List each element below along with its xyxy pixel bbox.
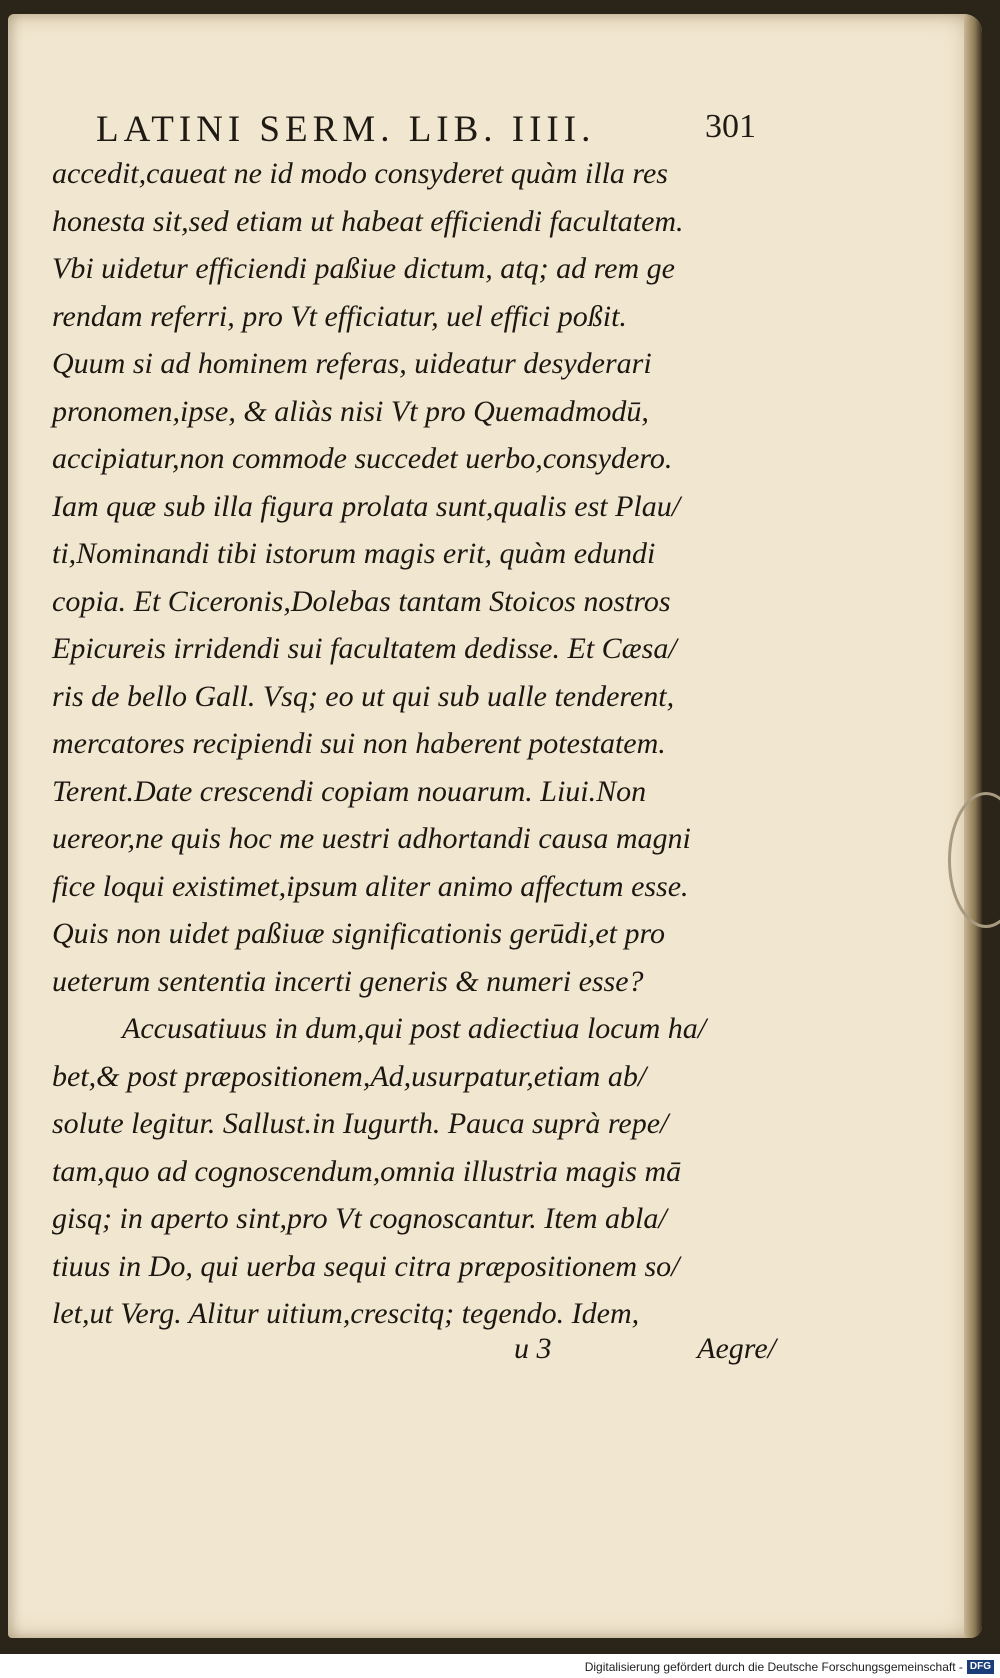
text-line: Quis non uidet paßiuæ significationis gerūdi,et pro [52,917,666,950]
text-line: Iam quæ sub illa figura prolata sunt,qualis est Plau/ [52,489,681,523]
text-line: bet,& post præpositionem,Ad,usurpatur,etiam ab/ [52,1059,647,1093]
text-line: Terent.Date crescendi copiam nouarum. Liui.Non [52,774,647,808]
text-line: let,ut Verg. Alitur uitium,crescitq; tegendo. Idem, [52,1297,640,1330]
text-line: uereor,ne quis hoc me uestri adhortandi causa magni [52,822,691,855]
folio-number: 301 [705,108,756,145]
text-line: honesta sit,sed etiam ut habeat efficiendi facultatem. [52,204,684,238]
text-line: rendam referri, pro Vt efficiatur, uel effici poßit. [52,299,627,333]
signature-mark: u 3 [514,1332,552,1365]
text-line: mercatores recipiendi sui non haberent potestatem. [52,727,666,760]
body-text [52,150,772,1338]
text-line: tiuus in Do, qui uerba sequi citra præpositionem so/ [52,1249,680,1283]
text-line: ti,Nominandi tibi istorum magis erit, quàm edundi [52,537,656,570]
text-line: Quum si ad hominem referas, uideatur desyderari [52,347,652,380]
text-line: Vbi uidetur efficiendi paßiue dictum, atq; ad rem ge [52,252,675,285]
text-line: pronomen,ipse, & aliàs nisi Vt pro Quemadmodū, [52,394,649,428]
text-line: Accusatiuus in dum,qui post adiectiua locum ha/ [122,1012,707,1045]
page-footer [96,1332,776,1376]
digitization-credit [585,1657,994,1677]
text-line: solute legitur. Sallust.in Iugurth. Pauca suprà repe/ [52,1107,669,1140]
text-line: accedit,caueat ne id modo consyderet quàm illa res [52,157,668,190]
catchword: Aegre/ [697,1332,776,1365]
dfg-logo: DFG [967,1660,994,1674]
text-line: Epicureis irridendi sui facultatem dedisse. Et Cæsa/ [52,632,677,665]
text-line: fice loqui existimet,ipsum aliter animo affectum esse. [52,869,689,903]
text-line: ueterum sententia incerti generis & numeri esse? [52,964,644,998]
text-line: ris de bello Gall. Vsq; eo ut qui sub ualle tenderent, [52,679,675,713]
text-line: copia. Et Ciceronis,Dolebas tantam Stoicos nostros [52,584,671,618]
running-head: LATINI SERM. LIB. IIII. [96,109,596,150]
credit-text: Digitalisierung gefördert durch die Deutsche Forschungsgemeinschaft - [584,1660,963,1674]
text-line: gisq; in aperto sint,pro Vt cognoscantur. Item abla/ [52,1202,667,1235]
text-line: tam,quo ad cognoscendum,omnia illustria magis mā [52,1154,682,1188]
text-line: accipiatur,non commode succedet uerbo,consydero. [52,442,673,475]
